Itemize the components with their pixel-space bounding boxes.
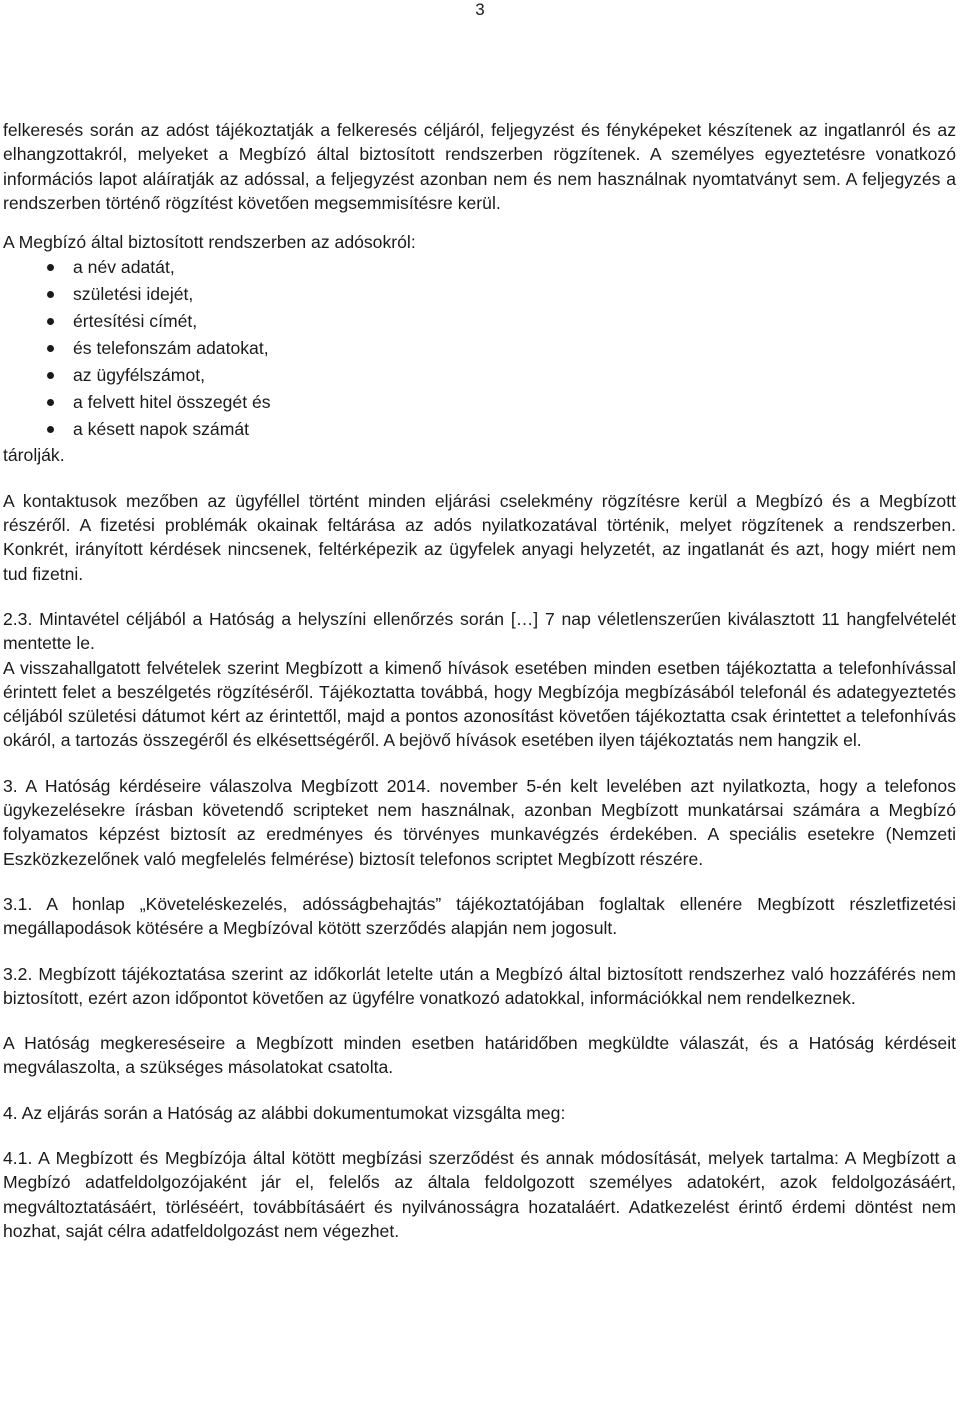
page-number: 3 (475, 0, 485, 19)
list-item: és telefonszám adatokat, (3, 335, 956, 362)
paragraph-authority-replies: A Hatóság megkereséseire a Megbízott minden esetben határidőben megküldte válaszát, és a Hatóság kérdéseit megválaszolta, a szükséges másolatokat csatolta. (3, 1033, 956, 1078)
list-item: értesítési címét, (3, 308, 956, 335)
list-item: születési idejét, (3, 281, 956, 308)
paragraph-section-3-2: 3.2. Megbízott tájékoztatása szerint az időkorlát letelte után a Megbízó által biztosított rendszerhez való hozzáférés nem biztosított, ezért azon időpontot követően az ügyfélre vonatkozó adatokkal, információkkal nem rendelkeznek. (3, 963, 956, 1008)
paragraph-section-3-1: 3.1. A honlap „Követeléskezelés, adósságbehajtás” tájékoztatójában foglaltak ellenére Megbízott részletfizetési megállapodások kötésére a Megbízóval kötött szerződés alapján nem jogosult. (3, 893, 956, 939)
paragraph-recordings: A visszahallgatott felvételek szerint Megbízott a kimenő hívások esetében minden esetben tájékoztatta a telefonhívással érintett felet a beszélgetés rögzítéséről. Tájékoztatta továbbá, hogy Megbízója megbízásából telefonál és adategyeztetés céljából születési dátumot kért az érintettől, majd a pontos azonosítást követően tájékoztatta csak érintettet a telefonhívás okáról, a tartozás összegéről és elkésettségéről. A bejövő hívások esetében ilyen tájékoztatás nem hangzik el. (3, 657, 956, 751)
paragraph-contacts: A kontaktusok mezőben az ügyféllel történt minden eljárási cselekmény rögzítésre kerül a Megbízó és a Megbízott részéről. A fizetési problémák okainak feltárása az adós nyilatkozatával történik, melyet rögzítenek a rendszerben. Konkrét, irányított kérdések nincsenek, feltérképezik az ügyfelek anyagi helyzetét, az ingatlanát és azt, hogy miért nem tud fizetni. (3, 490, 956, 584)
paragraph-section-3: 3. A Hatóság kérdéseire válaszolva Megbízott 2014. november 5-én kelt levelében azt nyilatkozta, hogy a telefonos ügykezelésekre írásban követendő scripteket nem használnak, azonban Megbízott munkatársai számára a Megbízó folyamatos képzést biztosít az eredményes és törvényes munkavégzés érdekében. A speciális esetekre (Nemzeti Eszközkezelőnek való megfelelés felmérése) biztosít telefonos scriptet Megbízott részére. (3, 775, 956, 869)
paragraph-section-4: 4. Az eljárás során a Hatóság az alábbi dokumentumokat vizsgálta meg: (3, 1102, 566, 1123)
list-item: az ügyfélszámot, (3, 362, 956, 389)
stored-data-list (3, 254, 956, 443)
paragraph-visit-record: felkeresés során az adóst tájékoztatják a felkeresés céljáról, feljegyzést és fényképeket készítenek az ingatlanról és az elhangzottakról, melyeket a Megbízó által biztosított rendszerben rögzítenek. A személyes egyeztetésre vonatkozó információs lapot aláíratják az adóssal, a feljegyzést azonban nem és nem használnak nyomtatványt sem. A feljegyzés a rendszerben történő rögzítést követően megsemmisítésre kerül. (3, 120, 956, 213)
paragraph-section-4-1: 4.1. A Megbízott és Megbízója által kötött megbízási szerződést és annak módosítását, melyek tartalma: A Megbízott a Megbízó adatfeldolgozójaként jár el, felelős az általa feldolgozott személyes adatokért, azok feldolgozásáért, megváltoztatásáért, törléséért, továbbításáért és nyilvánosságra hozataláért. Adatkezelést érintő érdemi döntést nem hozhat, saját célra adatfeldolgozást nem végezhet. (3, 1148, 956, 1241)
document-body (3, 118, 956, 1243)
list-outro: tárolják. (3, 445, 65, 466)
list-item: a felvett hitel összegét és (3, 389, 956, 416)
list-item: a késett napok számát (3, 416, 956, 443)
paragraph-sampling: 2.3. Mintavétel céljából a Hatóság a helyszíni ellenőrzés során […] 7 nap véletlenszerűen kiválasztott 11 hangfelvételét mentette le. (3, 608, 956, 654)
list-item: a név adatát, (3, 254, 956, 281)
list-intro: A Megbízó által biztosított rendszerben az adósokról: (3, 232, 416, 253)
